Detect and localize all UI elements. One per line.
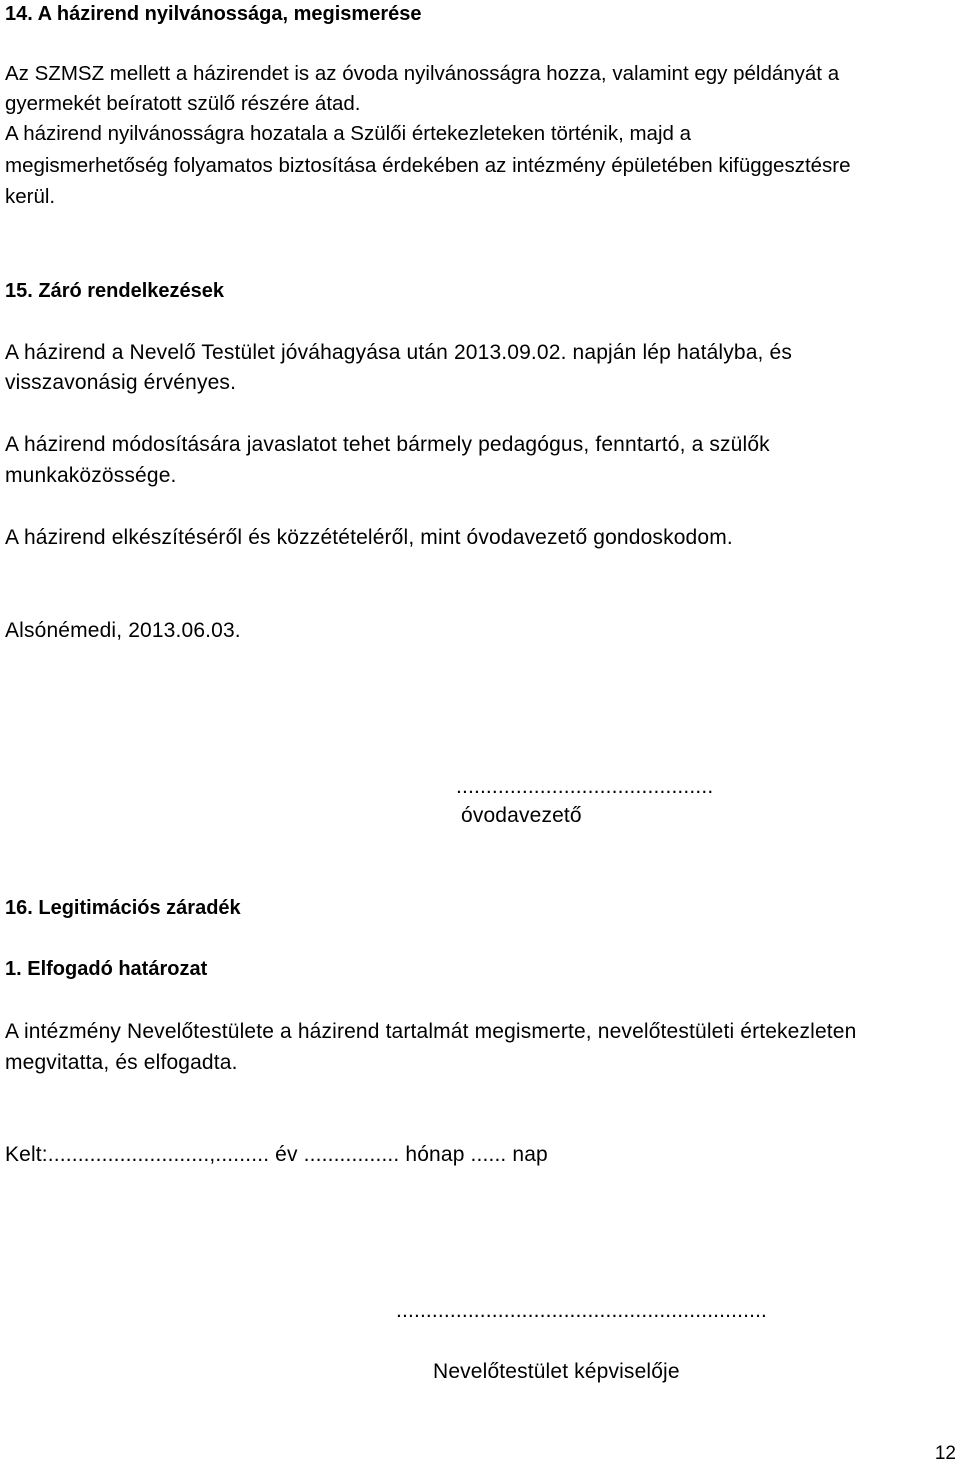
section-16-body-line-1: A intézmény Nevelőtestülete a házirend tartalmát megismerte, nevelőtestületi értekezleten [5, 1020, 857, 1043]
section-14-line-1: Az SZMSZ mellett a házirendet is az óvoda nyilvánosságra hozza, valamint egy példányát a [5, 62, 840, 85]
director-signature-role: óvodavezető [461, 804, 582, 827]
section-16-heading: 16. Legitimációs záradék [5, 897, 241, 919]
section-15-paragraph-1-line-1: A házirend a Nevelő Testület jóváhagyása után 2013.09.02. napján lép hatályba, és [5, 341, 792, 364]
staff-signature-line: .............................................................. [396, 1299, 768, 1322]
staff-signature-role: Nevelőtestület képviselője [433, 1360, 680, 1383]
section-15-paragraph-2-line-2: munkaközössége. [5, 464, 177, 487]
section-14-line-4: megismerhetőség folyamatos biztosítása érdekében az intézmény épületében kifüggesztésre [5, 154, 851, 177]
section-14-line-5: kerül. [5, 185, 56, 208]
section-14-heading: 14. A házirend nyilvánossága, megismerése [5, 3, 422, 25]
section-15-paragraph-3: A házirend elkészítéséről és közzétételéről, mint óvodavezető gondoskodom. [5, 526, 733, 549]
section-16-body-line-2: megvitatta, és elfogadta. [5, 1051, 238, 1074]
section-15-heading: 15. Záró rendelkezések [5, 280, 225, 302]
page-number: 12 [934, 1443, 956, 1464]
section-14-line-3: A házirend nyilvánosságra hozatala a Szülői értekezleteken történik, majd a [5, 122, 692, 145]
kelt-date-line: Kelt:...........................,......... év ................ hónap ...... nap [5, 1143, 548, 1166]
director-signature-line: ........................................... [456, 775, 714, 798]
section-14-line-2: gyermekét beíratott szülő részére átad. [5, 92, 361, 115]
resolution-subheading: 1. Elfogadó határozat [5, 958, 208, 980]
place-date: Alsónémedi, 2013.06.03. [5, 619, 241, 642]
section-15-paragraph-1-line-2: visszavonásig érvényes. [5, 371, 237, 394]
section-15-paragraph-2-line-1: A házirend módosítására javaslatot tehet bármely pedagógus, fenntartó, a szülők [5, 433, 770, 456]
